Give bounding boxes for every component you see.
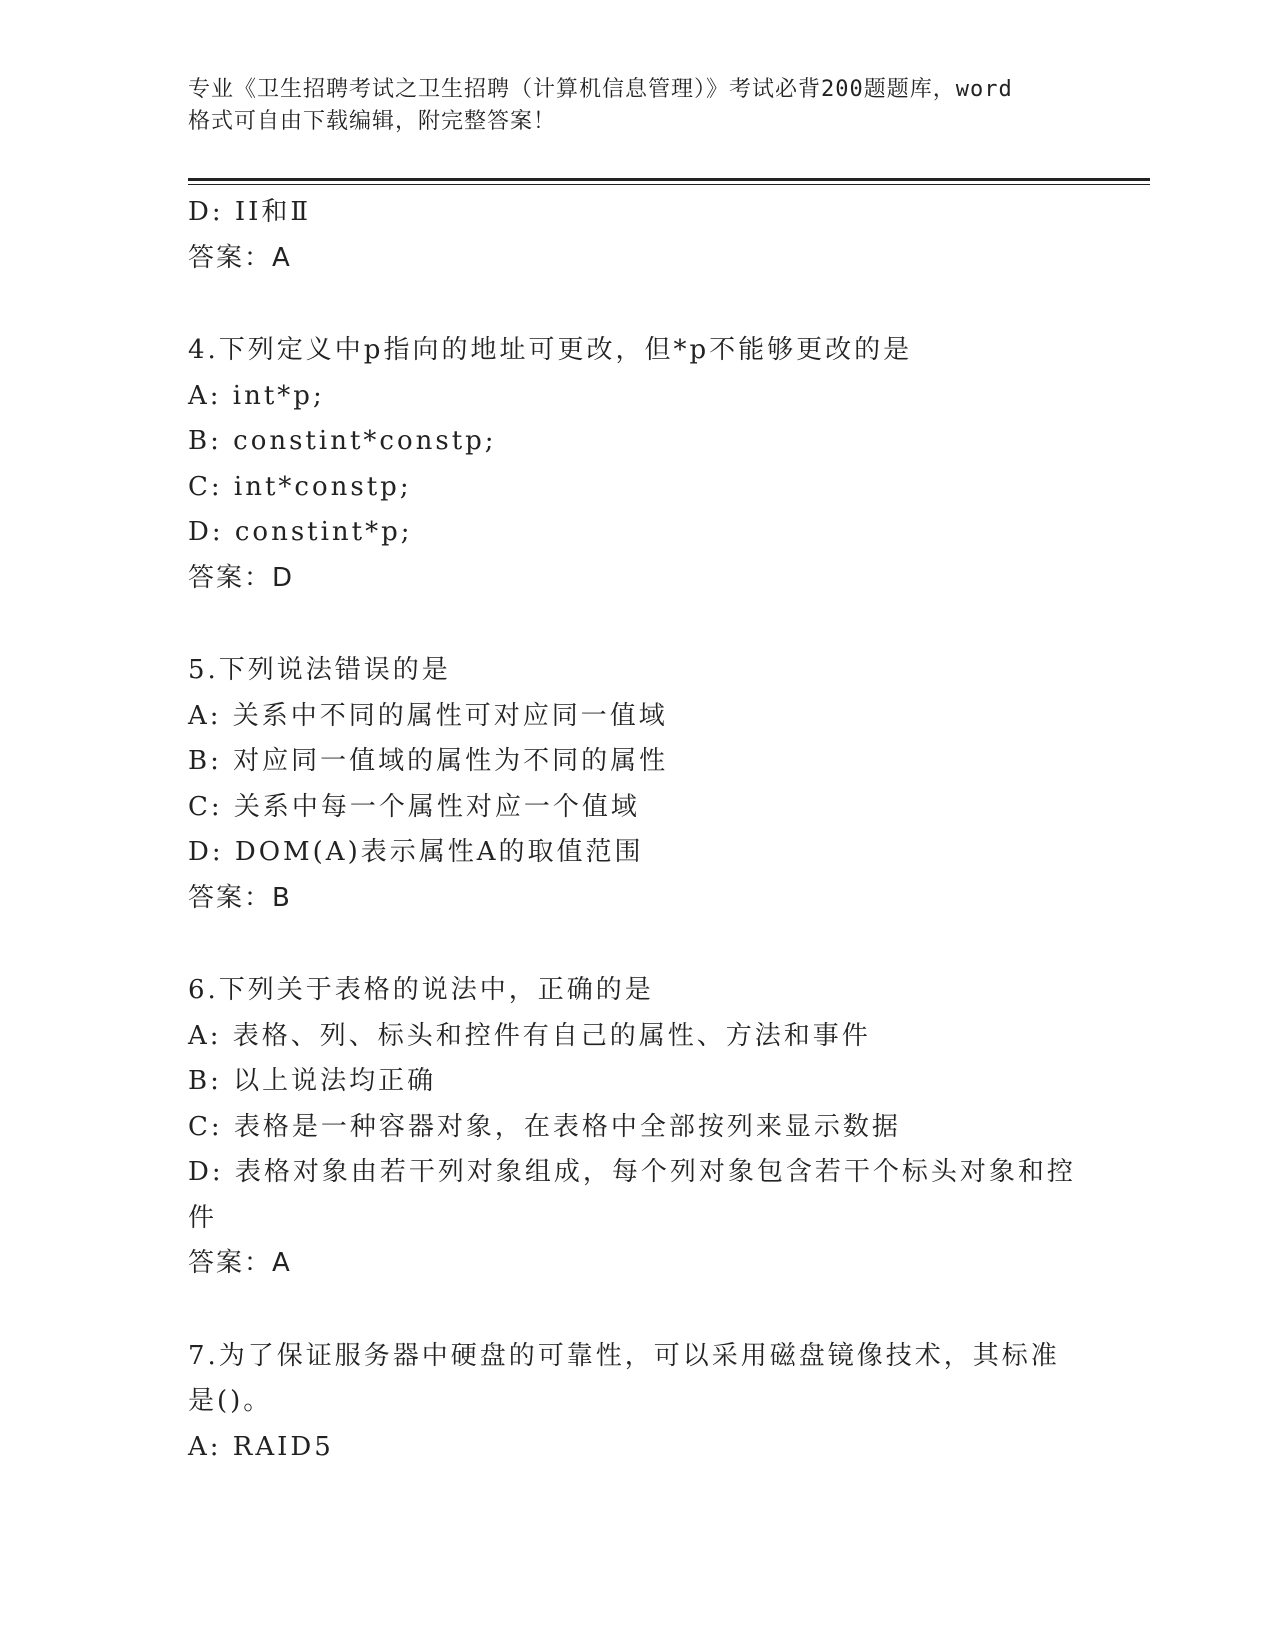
option-d: D: constint*p; [188, 517, 413, 547]
option-a: A: 表格、列、标头和控件有自己的属性、方法和事件 [188, 1020, 871, 1051]
option-a: A: RAID5 [188, 1431, 334, 1462]
answer: 答案：A [188, 242, 292, 273]
header-rule-thin [188, 184, 1150, 185]
option-c: C: int*constp; [188, 471, 412, 502]
header-line-1: 专业《卫生招聘考试之卫生招聘（计算机信息管理）》考试必背200题题库，word [188, 77, 1013, 102]
question-text: 4.下列定义中p指向的地址可更改，但*p不能够更改的是 [188, 335, 913, 365]
question-text: 7.为了保证服务器中硬盘的可靠性，可以采用磁盘镜像技术，其标准 [188, 1340, 1060, 1371]
answer: 答案：A [188, 1248, 292, 1278]
question-5 [188, 648, 1088, 921]
spacer [188, 601, 1088, 648]
question-text: 6.下列关于表格的说法中，正确的是 [188, 975, 654, 1005]
answer: 答案：B [188, 882, 292, 913]
question-7 [188, 1334, 1088, 1471]
option-d: D: 表格对象由若干列对象组成，每个列对象包含若干个标头对象和控 [188, 1157, 1076, 1187]
answer: 答案：D [188, 562, 295, 593]
option-d: D: ⅠⅠ和Ⅱ [188, 197, 312, 227]
header-line-2: 格式可自由下载编辑，附完整答案！ [188, 109, 557, 134]
option-c: C: 表格是一种容器对象，在表格中全部按列来显示数据 [188, 1111, 901, 1142]
spacer [188, 921, 1088, 968]
option-a: A: int*p; [188, 380, 325, 411]
question-text-continued: 是()。 [188, 1386, 273, 1416]
question-4 [188, 328, 1088, 601]
question-text: 5.下列说法错误的是 [188, 655, 451, 685]
spacer [188, 281, 1088, 328]
question-6 [188, 968, 1088, 1287]
option-d-continued: 件 [188, 1202, 218, 1233]
question-3-tail [188, 190, 1088, 281]
option-d: D: DOM(A)表示属性A的取值范围 [188, 837, 644, 867]
option-b: B: constint*constp; [188, 426, 497, 456]
option-c: C: 关系中每一个属性对应一个值域 [188, 791, 640, 822]
option-a: A: 关系中不同的属性可对应同一值域 [188, 700, 668, 731]
document-header [188, 74, 1088, 138]
question-list [188, 190, 1088, 1470]
option-b: B: 以上说法均正确 [188, 1066, 437, 1096]
header-rule-thick [188, 178, 1150, 181]
spacer [188, 1287, 1088, 1334]
option-b: B: 对应同一值域的属性为不同的属性 [188, 746, 669, 776]
